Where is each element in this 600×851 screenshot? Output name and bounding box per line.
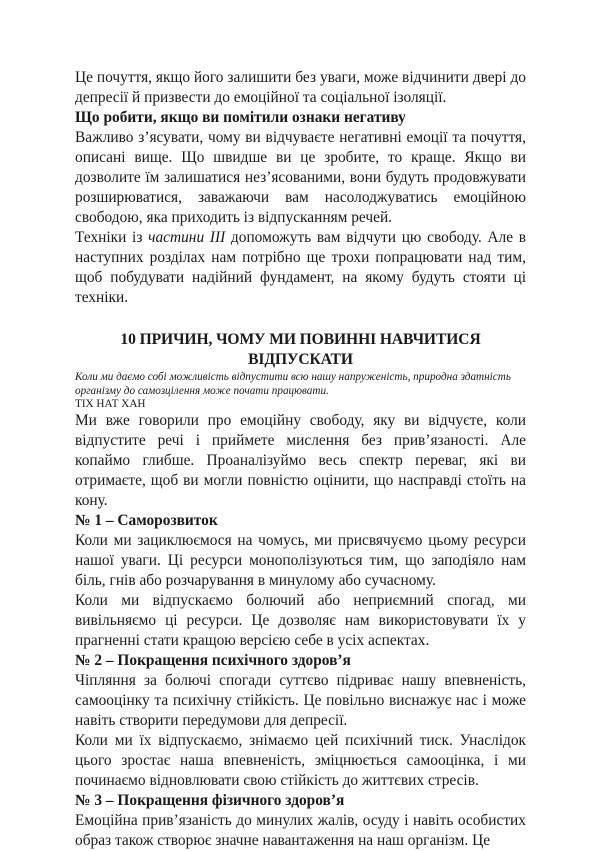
- section-heading: № 3 – Покращення фізичного здоров’я: [75, 792, 345, 809]
- section-heading: № 2 – Покращення психічного здоров’я: [75, 652, 351, 669]
- paragraph: Коли ми відпускаємо болючий або неприємний спогад, ми вивільняємо ці ресурси. Це дозволяє нам використовувати їх у прагненні стати кращою версією себе в усіх аспектах.: [75, 592, 526, 649]
- epigraph-author: ТІХ НАТ ХАН: [75, 398, 146, 410]
- document-page: [75, 68, 526, 851]
- paragraph: Це почуття, якщо його залишити без уваги, може відчинити двері до депресії й призвести до емоційної та соціальної ізоляції.: [75, 69, 526, 106]
- section-heading: № 1 – Саморозвиток: [75, 512, 218, 529]
- paragraph: Коли ми зациклюємося на чомусь, ми присвячуємо цьому ресурси нашої уваги. Ці ресурси монополізуються тим, що заподіяло нам біль, гнів або розчарування в минулому або сучасному.: [75, 532, 526, 589]
- paragraph: Ми вже говорили про емоційну свободу, яку ви відчуєте, коли відпустите речі і приймете мислення без прив’язаності. Але копаймо глибше. Проаналізуймо весь спектр переваг, які ви отримаєте, щоб ви могли повністю оцінити, що насправді стоїть на кону.: [75, 412, 526, 509]
- italic-text: частини III: [148, 229, 226, 246]
- paragraph: Чіпляння за болючі спогади суттєво підриває нашу впевненість, самооцінку та психічну стійкість. Це повільно виснажує нас і може навіть створити передумови для депресії.: [75, 672, 526, 729]
- paragraph: Коли ми їх відпускаємо, знімаємо цей психічний тиск. Унаслідок цього зростає наша впевненість, зміцнюється самооцінка, і ми починаємо відновлювати свою стійкість до життєвих стресів.: [75, 732, 526, 789]
- text-run: Техніки із: [75, 229, 149, 246]
- paragraph: Важливо з’ясувати, чому ви відчуваєте негативні емоції та почуття, описані вище. Що швидше ви це зробите, то краще. Якщо ви дозволите їм залишатися нез’ясованими, вони будуть продовжувати розширюватися, заважаючи вам насолоджуватись емоційною свободою, яка приходить із відпусканням речей.: [75, 129, 526, 226]
- epigraph-line: організму до самозцілення може почати працювати.: [75, 385, 329, 397]
- paragraph: Емоційна прив’язаність до минулих жалів, осуду і навіть особистих образ також створює значне навантаження на наш організм. Це: [75, 812, 526, 849]
- section-heading: Що робити, якщо ви помітили ознаки негативу: [75, 109, 406, 126]
- chapter-title: 10 ПРИЧИН, ЧОМУ МИ ПОВИННІ НАВЧИТИСЯ ВІДПУСКАТИ: [120, 331, 481, 368]
- text-run: допоможуть вам відчути цю свободу. Але в наступних розділах нам потрібно ще трохи попрацювати над тим, щоб побудувати надійний фундамент, на якому будуть стояти ці техніки.: [75, 229, 527, 306]
- epigraph-line: Коли ми даємо собі можливість відпустити всю нашу напруженість, природна здатність: [75, 371, 511, 383]
- paragraph: [75, 228, 526, 308]
